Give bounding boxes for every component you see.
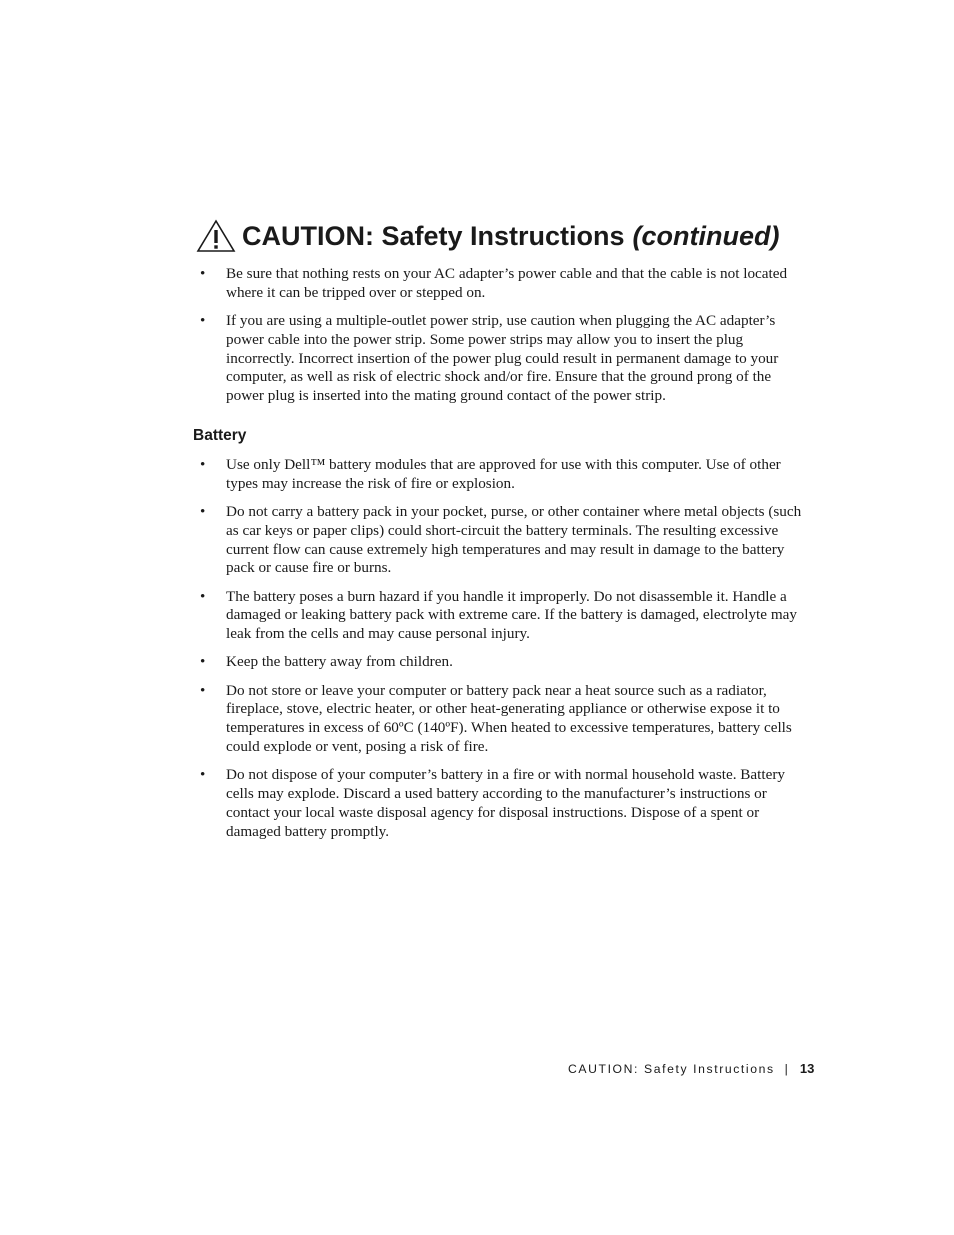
list-item-text: If you are using a multiple-outlet power strip, use caution when plugging the AC adapter’s power cable into the power strip. Some power strips may allow you to insert the plug incorrectly. Incorrect insertion of the power plug could result in permanent damage to your computer, as well as risk of electric shock and/or fire. Ensure that the ground prong of the power plug is inserted into the mating ground contact of the power strip. xyxy=(226,311,779,405)
list-item-text: The battery poses a burn hazard if you handle it improperly. Do not disassemble it. Handle a damaged or leaking battery pack with extreme care. If the battery is damaged, electrolyte may leak from the cells and may cause personal injury. xyxy=(226,587,797,643)
battery-section-title: Battery xyxy=(193,427,247,444)
heading-title: CAUTION: Safety Instructions xyxy=(242,220,625,251)
warning-triangle-icon xyxy=(196,219,236,253)
footer-section-title: CAUTION: Safety Instructions xyxy=(568,1061,775,1076)
bullet-marker: • xyxy=(200,502,206,520)
list-item xyxy=(196,653,806,672)
bullet-marker: • xyxy=(200,653,206,671)
intro-bullet-list xyxy=(196,265,806,415)
list-item-text: Do not store or leave your computer or battery pack near a heat source such as a radiator, fireplace, stove, electric heater, or other heat-generating appliance or otherwise expose it to temperatures in excess of 60ºC (140ºF). When heated to excessive temperatures, battery cells could explode or vent, posing a risk of fire. xyxy=(226,681,792,755)
bullet-marker: • xyxy=(200,311,206,329)
list-item xyxy=(196,456,806,494)
list-item-text: Keep the battery away from children. xyxy=(226,653,453,671)
bullet-marker: • xyxy=(200,265,206,282)
list-item xyxy=(196,265,806,303)
bullet-marker: • xyxy=(200,766,206,784)
page-number: 13 xyxy=(799,1061,815,1076)
list-item xyxy=(196,682,806,757)
list-item xyxy=(196,312,806,406)
bullet-marker: • xyxy=(200,456,206,473)
bullet-marker: • xyxy=(200,681,206,699)
list-item-text: Be sure that nothing rests on your AC adapter’s power cable and that the cable is not located where it can be tripped over or stepped on. xyxy=(226,265,788,301)
footer-separator: | xyxy=(784,1061,788,1076)
list-item xyxy=(196,503,806,578)
battery-bullet-list xyxy=(196,456,806,851)
list-item-text: Do not carry a battery pack in your pocket, purse, or other container where metal objects (such as car keys or paper clips) could short-circuit the battery terminals. The resulting excessive current flow can cause extremely high temperatures and may result in damage to the battery pack or cause fire or burns. xyxy=(226,502,802,577)
list-item xyxy=(196,588,806,644)
list-item-text: Do not dispose of your computer’s battery in a fire or with normal household waste. Battery cells may explode. Discard a used battery according to the manufacturer’s instructions or contact your local waste disposal agency for disposal instructions. Dispose of a spent or damaged battery promptly. xyxy=(226,766,786,840)
list-item xyxy=(196,766,806,841)
page-footer xyxy=(568,1061,814,1076)
bullet-marker: • xyxy=(200,587,206,605)
heading-continued: (continued) xyxy=(632,220,780,251)
page-heading xyxy=(196,219,780,253)
list-item-text: Use only Dell™ battery modules that are approved for use with this computer. Use of other types may increase the risk of fire or explosion. xyxy=(226,456,781,492)
